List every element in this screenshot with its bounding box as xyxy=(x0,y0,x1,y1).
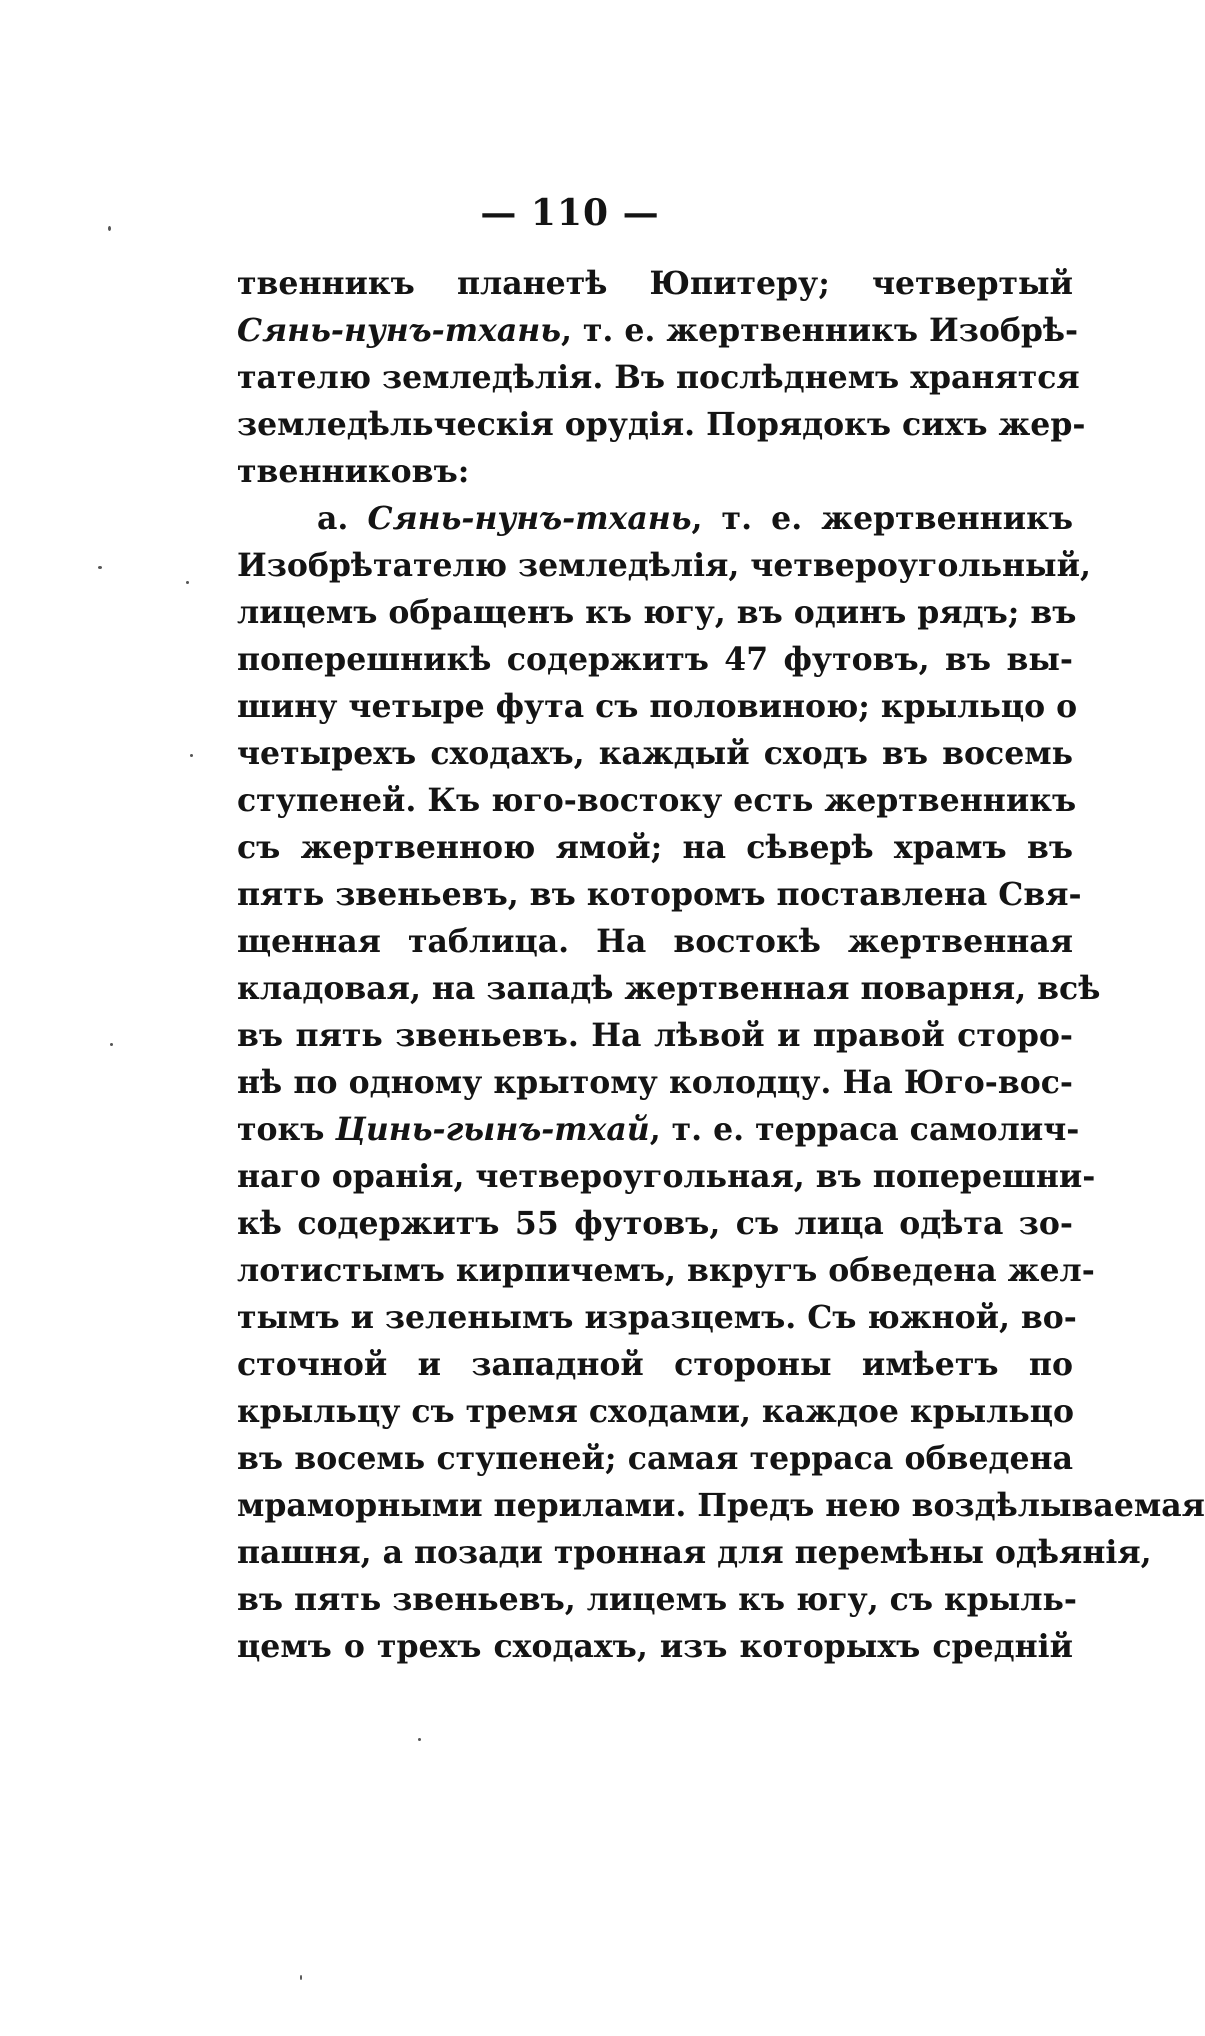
text-line xyxy=(237,824,1073,871)
text-line xyxy=(237,1153,1096,1200)
text-segment: тателю земледѣлія. Въ послѣднемъ хранятся xyxy=(237,359,1080,396)
text-line xyxy=(237,683,1078,730)
italic-name: Цинь-гынъ-тхай xyxy=(335,1111,650,1148)
text-line xyxy=(237,495,1073,542)
text-segment: кѣ содержитъ 55 футовъ, съ лица одѣта зо- xyxy=(237,1205,1073,1242)
text-segment: твенниковъ: xyxy=(237,453,470,490)
text-line xyxy=(237,1341,1073,1388)
text-segment: кладовая, на западѣ жертвенная поварня, всѣ xyxy=(237,970,1101,1007)
text-segment: пять звеньевъ, въ которомъ поставлена Свя- xyxy=(237,876,1082,913)
scan-speck xyxy=(98,566,102,569)
text-line xyxy=(237,918,1073,965)
text-line xyxy=(237,636,1073,683)
text-line xyxy=(237,542,1091,589)
text-segment: тымъ и зеленымъ изразцемъ. Съ южной, во- xyxy=(237,1299,1077,1336)
text-line xyxy=(237,730,1073,777)
scan-speck xyxy=(190,754,193,757)
scan-speck xyxy=(108,226,111,231)
page-number: — 110 — xyxy=(480,192,660,234)
italic-name: Сянь-нунъ-тхань xyxy=(367,500,692,537)
scan-speck xyxy=(300,1975,302,1980)
text-line xyxy=(237,1106,1080,1153)
scan-speck xyxy=(418,1738,421,1741)
text-line xyxy=(237,1012,1073,1059)
text-line xyxy=(237,1576,1077,1623)
text-segment: твенникъ планетѣ Юпитеру; четвертый xyxy=(237,265,1073,302)
text-line xyxy=(237,1200,1073,1247)
text-line xyxy=(237,1529,1152,1576)
text-line xyxy=(237,448,1073,495)
text-line xyxy=(237,871,1082,918)
text-line xyxy=(237,1482,1205,1529)
scan-speck xyxy=(110,1043,113,1046)
text-segment: цемъ о трехъ сходахъ, изъ которыхъ средній xyxy=(237,1628,1073,1665)
text-line xyxy=(237,260,1073,307)
text-segment: сточной и западной стороны имѣетъ по xyxy=(237,1346,1073,1383)
text-segment: въ пять звеньевъ, лицемъ къ югу, съ крыль- xyxy=(237,1581,1077,1618)
text-segment: въ восемь ступеней; самая терраса обведена xyxy=(237,1440,1073,1477)
text-segment: съ жертвенною ямой; на сѣверѣ храмъ въ xyxy=(237,829,1073,866)
text-segment: пашня, а позади тронная для перемѣны одѣянія, xyxy=(237,1534,1152,1571)
text-segment: , т. е. жертвенникъ xyxy=(691,500,1073,537)
text-line xyxy=(237,1059,1073,1106)
text-segment: нѣ по одному крытому колодцу. На Юго-вос- xyxy=(237,1064,1073,1101)
text-segment: ступеней. Къ юго-востоку есть жертвенникъ xyxy=(237,782,1077,819)
text-segment: шину четыре фута съ половиною; крыльцо о xyxy=(237,688,1078,725)
text-segment: въ пять звеньевъ. На лѣвой и правой сторо- xyxy=(237,1017,1073,1054)
text-segment: крыльцу съ тремя сходами, каждое крыльцо xyxy=(237,1393,1075,1430)
text-line xyxy=(237,965,1101,1012)
text-segment: четырехъ сходахъ, каждый сходъ въ восемь xyxy=(237,735,1073,772)
text-segment: поперешникѣ содержитъ 47 футовъ, въ вы- xyxy=(237,641,1073,678)
scan-speck xyxy=(186,581,189,584)
text-line xyxy=(237,307,1079,354)
text-line xyxy=(237,1388,1073,1435)
text-segment: лицемъ обращенъ къ югу, въ одинъ рядъ; въ xyxy=(237,594,1077,631)
text-line xyxy=(237,777,1077,824)
text-segment: , т. е. жертвенникъ Изобрѣ- xyxy=(560,312,1079,349)
text-line xyxy=(237,401,1086,448)
main-text xyxy=(237,260,1205,1670)
text-segment: а. xyxy=(317,500,368,537)
text-line xyxy=(237,1247,1095,1294)
text-line xyxy=(237,1623,1073,1670)
italic-name: Сянь-нунъ-тхань xyxy=(237,312,561,349)
text-line xyxy=(237,1435,1073,1482)
text-segment: токъ xyxy=(237,1111,336,1148)
text-segment: лотистымъ кирпичемъ, вкругъ обведена жел- xyxy=(237,1252,1095,1289)
text-line xyxy=(237,589,1077,636)
text-segment: щенная таблица. На востокѣ жертвенная xyxy=(237,923,1073,960)
text-segment: земледѣльческія орудія. Порядокъ сихъ жер- xyxy=(237,406,1086,443)
text-segment: мраморными перилами. Предъ нею воздѣлываемая xyxy=(237,1487,1205,1524)
text-line xyxy=(237,1294,1077,1341)
text-segment: Изобрѣтателю земледѣлія, четвероугольный, xyxy=(237,547,1091,584)
text-line xyxy=(237,354,1080,401)
text-segment: наго оранія, четвероугольная, въ поперешни- xyxy=(237,1158,1096,1195)
text-segment: , т. е. терраса самолич- xyxy=(649,1111,1080,1148)
